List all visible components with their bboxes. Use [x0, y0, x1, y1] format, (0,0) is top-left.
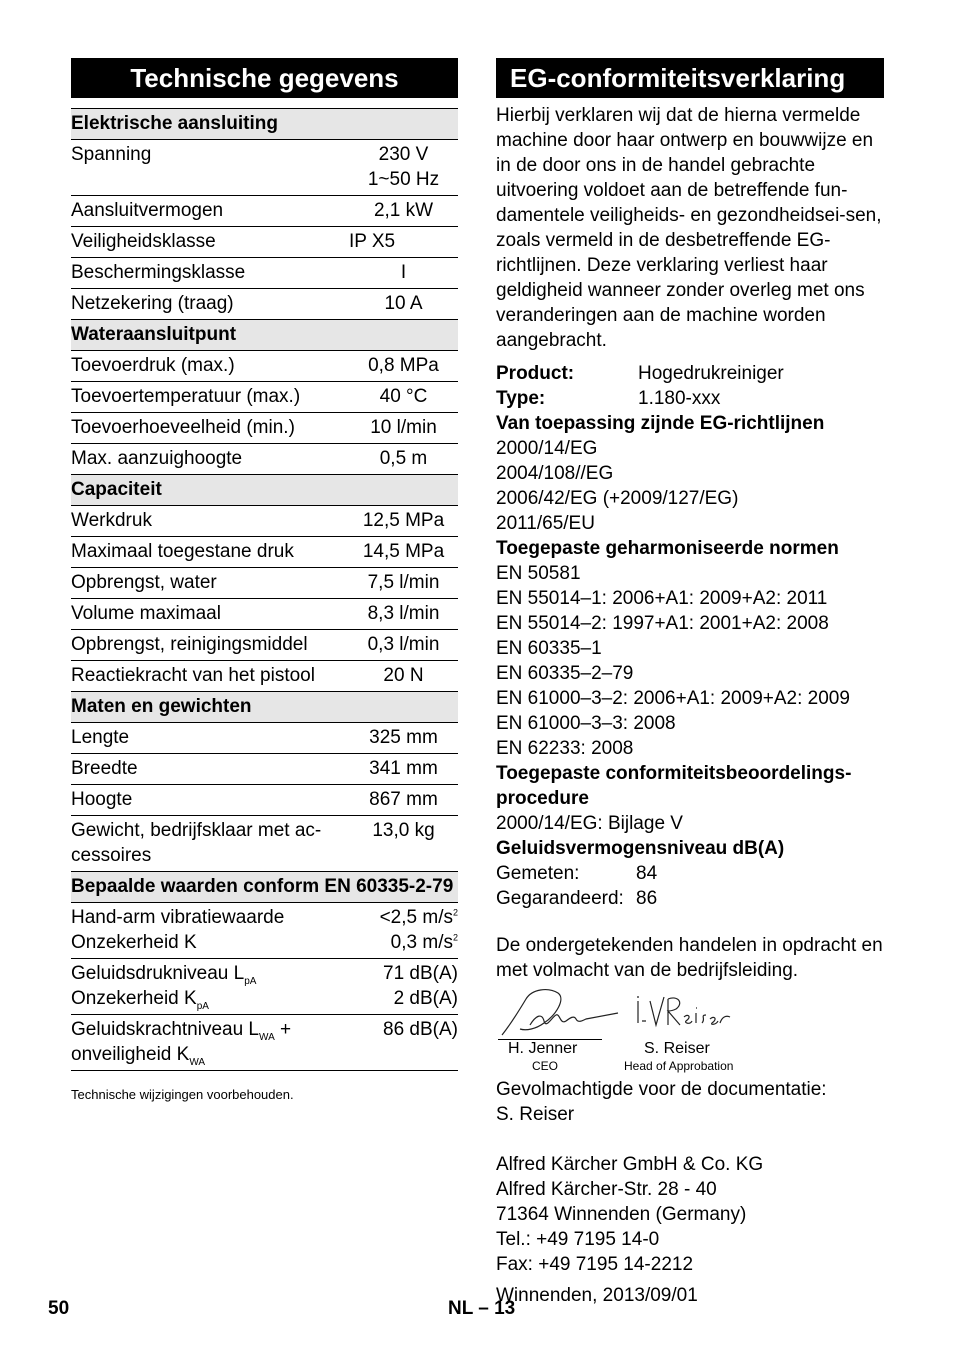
norms-heading: Toegepaste geharmoniseerde normen [496, 538, 839, 559]
directive-item: 2000/14/EG [496, 438, 598, 459]
signature-reiser [634, 991, 734, 1037]
documentation-name: S. Reiser [496, 1104, 575, 1125]
company-line: Alfred Kärcher GmbH & Co. KG [496, 1154, 764, 1175]
footnote: Technische wijzigingen voorbehouden. [71, 1087, 294, 1102]
table-row: Hoogte 867 mm [71, 785, 458, 816]
type-line: Type: 1.180-xxx [496, 388, 721, 409]
table-row: Gewicht, bedrijfsklaar met ac-cessoires 13,0 kg [71, 816, 458, 872]
table-row: Reactiekracht van het pistool 20 N [71, 661, 458, 692]
guaranteed-line: Gegarandeerd: 86 [496, 888, 658, 909]
technical-data-column [71, 58, 458, 1102]
norm-item: EN 55014–2: 1997+A1: 2001+A2: 2008 [496, 613, 829, 634]
table-row: Toevoertemperatuur (max.) 40 °C [71, 382, 458, 413]
table-row: Toevoerhoeveelheid (min.) 10 l/min [71, 413, 458, 444]
documentation-label: Gevolmachtigde voor de documentatie: [496, 1079, 827, 1100]
table-row: Hand-arm vibratiewaarde Onzekerheid K <2,5 $m/s^2$ 0,3 $m/s^2$ [71, 903, 458, 959]
norm-item: EN 55014–1: 2006+A1: 2009+A2: 2011 [496, 588, 828, 609]
company-line: Alfred Kärcher-Str. 28 - 40 [496, 1179, 717, 1200]
declaration-title: EG-conformiteitsverklaring [496, 58, 884, 98]
place-date: Winnenden, 2013/09/01 [496, 1285, 698, 1306]
table-row: Maximaal toegestane druk 14,5 MPa [71, 537, 458, 568]
section-header: Wateraansluitpunt [71, 320, 458, 351]
table-row: Geluidsdrukniveau $L_{pA}$ Onzekerheid $K_{pA}$ 71 dB(A) 2 dB(A) [71, 959, 458, 1015]
table-row: Breedte 341 mm [71, 754, 458, 785]
table-row: Toevoerdruk (max.) 0,8 MPa [71, 351, 458, 382]
signer-name: H. Jenner [508, 1040, 578, 1057]
signer-name: S. Reiser [644, 1040, 710, 1057]
signer-title: Head of Approbation [624, 1059, 734, 1073]
section-header: Capaciteit [71, 475, 458, 506]
technical-data-title: Technische gegevens [71, 58, 458, 98]
directive-item: 2004/108//EG [496, 463, 614, 484]
table-row: Spanning 230 V 1~50 Hz [71, 140, 458, 196]
norm-item: EN 60335–1 [496, 638, 602, 659]
company-line: 71364 Winnenden (Germany) [496, 1204, 747, 1225]
declaration-column [496, 58, 884, 1308]
directives-heading: Van toepassing zijnde EG-richtlijnen [496, 413, 825, 434]
norm-item: EN 60335–2–79 [496, 663, 634, 684]
technical-data-table [71, 108, 458, 1071]
undersigned-text: De ondergetekenden handelen in opdracht en met volmacht van de bedrijfsleiding. [496, 935, 883, 981]
norm-item: EN 62233: 2008 [496, 738, 634, 759]
directive-item: 2006/42/EG (+2009/127/EG) [496, 488, 739, 509]
table-row: Lengte 325 mm [71, 723, 458, 754]
signer-title: CEO [532, 1059, 559, 1073]
table-row: Opbrengst, water 7,5 l/min [71, 568, 458, 599]
table-row: Veiligheidsklasse IP X5 [71, 227, 458, 258]
section-header: Maten en gewichten [71, 692, 458, 723]
norm-item: EN 61000–3–3: 2008 [496, 713, 676, 734]
product-line: Product: Hogedrukreiniger [496, 363, 784, 384]
table-row: Aansluitvermogen 2,1 kW [71, 196, 458, 227]
intro-paragraph: Hierbij verklaren wij dat de hierna vermelde machine door haar ontwerp en bouwwijze en in de door ons in de handel gebrachte uitvoering voldoet aan de betreffende fun-damentele veiligheids- en gezondheidsei-sen, zoals vermeld in de desbetreffende EG-richtlijnen. Deze verklaring verliest haar geldigheid wanneer zonder overleg met ons veranderingen aan de machine worden aangebracht. [496, 105, 882, 351]
company-line: Fax: +49 7195 14-2212 [496, 1254, 694, 1275]
table-row: Beschermingsklasse I [71, 258, 458, 289]
page-number: 50 [48, 1298, 70, 1319]
norm-item: EN 61000–3–2: 2006+A1: 2009+A2: 2009 [496, 688, 850, 709]
norm-item: EN 50581 [496, 563, 581, 584]
sound-heading: Geluidsvermogensniveau dB(A) [496, 838, 785, 859]
signatures [496, 985, 884, 1077]
directive-item: 2011/65/EU [496, 513, 595, 534]
table-row: Netzekering (traag) 10 A [71, 289, 458, 320]
table-row: Werkdruk 12,5 MPa [71, 506, 458, 537]
section-header: Elektrische aansluiting [71, 109, 458, 140]
table-row: Volume maximaal 8,3 l/min [71, 599, 458, 630]
table-row: Opbrengst, reinigingsmiddel 0,3 l/min [71, 630, 458, 661]
table-row: Geluidskrachtniveau $L_{WA}$ + onveiligheid $K_{WA}$ 86 dB(A) [71, 1015, 458, 1071]
page-code: NL – 13 [448, 1298, 516, 1319]
signature-jenner [496, 985, 626, 1041]
table-row: Max. aanzuighoogte 0,5 m [71, 444, 458, 475]
company-line: Tel.: +49 7195 14-0 [496, 1229, 660, 1250]
section-header: Bepaalde waarden conform EN 60335-2-79 [71, 872, 458, 903]
measured-line: Gemeten: 84 [496, 863, 658, 884]
procedure-value: 2000/14/EG: Bijlage V [496, 813, 683, 834]
procedure-heading: Toegepaste conformiteitsbeoordelings-procedure [496, 763, 852, 809]
